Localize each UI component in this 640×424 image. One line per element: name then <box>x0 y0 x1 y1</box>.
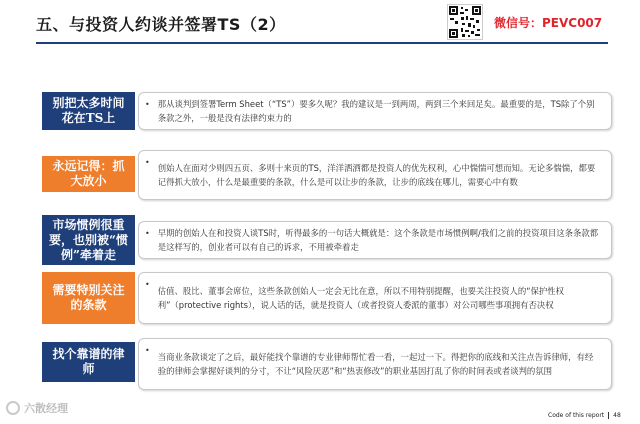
bullet-icon: • <box>145 229 150 238</box>
bullet-icon: • <box>145 346 150 355</box>
point-row <box>42 272 612 324</box>
point-row <box>42 150 612 200</box>
point-text: 当商业条款谈定了之后，最好能找个靠谱的专业律师帮忙看一看，一起过一下。得把你的底线和关注点告诉律师，有经验的律师会掌握好谈判的分寸，不让“风险厌恶”和“热衷修改”的职业基因打乱了你的时间表或者谈判的氛围 <box>157 352 594 376</box>
point-box <box>138 338 612 390</box>
point-box <box>138 221 612 259</box>
point-row <box>42 338 612 390</box>
wechat-id: 微信号：PEVC007 <box>494 16 603 30</box>
bullet-icon: • <box>145 280 150 289</box>
point-label: 别把太多时间花在TS上 <box>42 92 135 130</box>
point-box <box>138 150 612 200</box>
point-text: 那从谈判到签署Term Sheet（“TS”）要多久呢？我的建议是一到两周，两到三个来回足矣。最重要的是，TS除了个别条款之外，一般是没有法律约束力的 <box>157 99 595 123</box>
watermark-logo-icon <box>6 401 20 415</box>
point-label: 永远记得：抓大放小 <box>42 156 135 192</box>
point-row <box>42 215 612 265</box>
watermark-text: 六散经理 <box>24 402 68 415</box>
point-text: 创始人在面对少则四五页、多则十来页的TS，洋洋洒洒都是投资人的优先权利，心中惴惴可想而知。无论多惴惴，都要记得抓大放小，什么是最重要的条款，什么是可以让步的条款，让步的底线在哪儿，需要心中有数 <box>157 163 596 187</box>
point-label: 找个靠谱的律师 <box>42 342 135 382</box>
title-divider <box>36 42 608 44</box>
watermark <box>6 400 68 416</box>
point-box <box>138 272 612 324</box>
point-box <box>138 92 612 130</box>
point-row <box>42 92 612 130</box>
footer-code: Code of this report <box>548 412 605 419</box>
qr-code-icon <box>447 4 483 40</box>
point-text: 早期的创始人在和投资人谈TS时，听得最多的一句话大概就是：这个条款是市场惯例啊/我们之前的投资项目这条条款都是这样写的，创业者可以有自己的诉求，不用被牵着走 <box>157 228 599 252</box>
point-text: 估值、股比、董事会席位，这些条款创始人一定会无比在意，所以不用特别提醒，也要关注投资人的“保护性权利”（protective rights），说人话的话，就是投资人（或者投资人委派的董事）对公司哪些事项拥有否决权 <box>157 286 565 310</box>
bullet-icon: • <box>145 158 150 167</box>
point-label: 需要特别关注的条款 <box>42 272 135 324</box>
footer-separator <box>608 412 609 419</box>
point-label: 市场惯例很重要，也别被“惯例”牵着走 <box>42 215 135 265</box>
bullet-icon: • <box>145 100 150 109</box>
footer <box>548 412 621 419</box>
page-title: 五、与投资人约谈并签署TS（2） <box>36 15 286 34</box>
page-number: 48 <box>613 412 621 419</box>
